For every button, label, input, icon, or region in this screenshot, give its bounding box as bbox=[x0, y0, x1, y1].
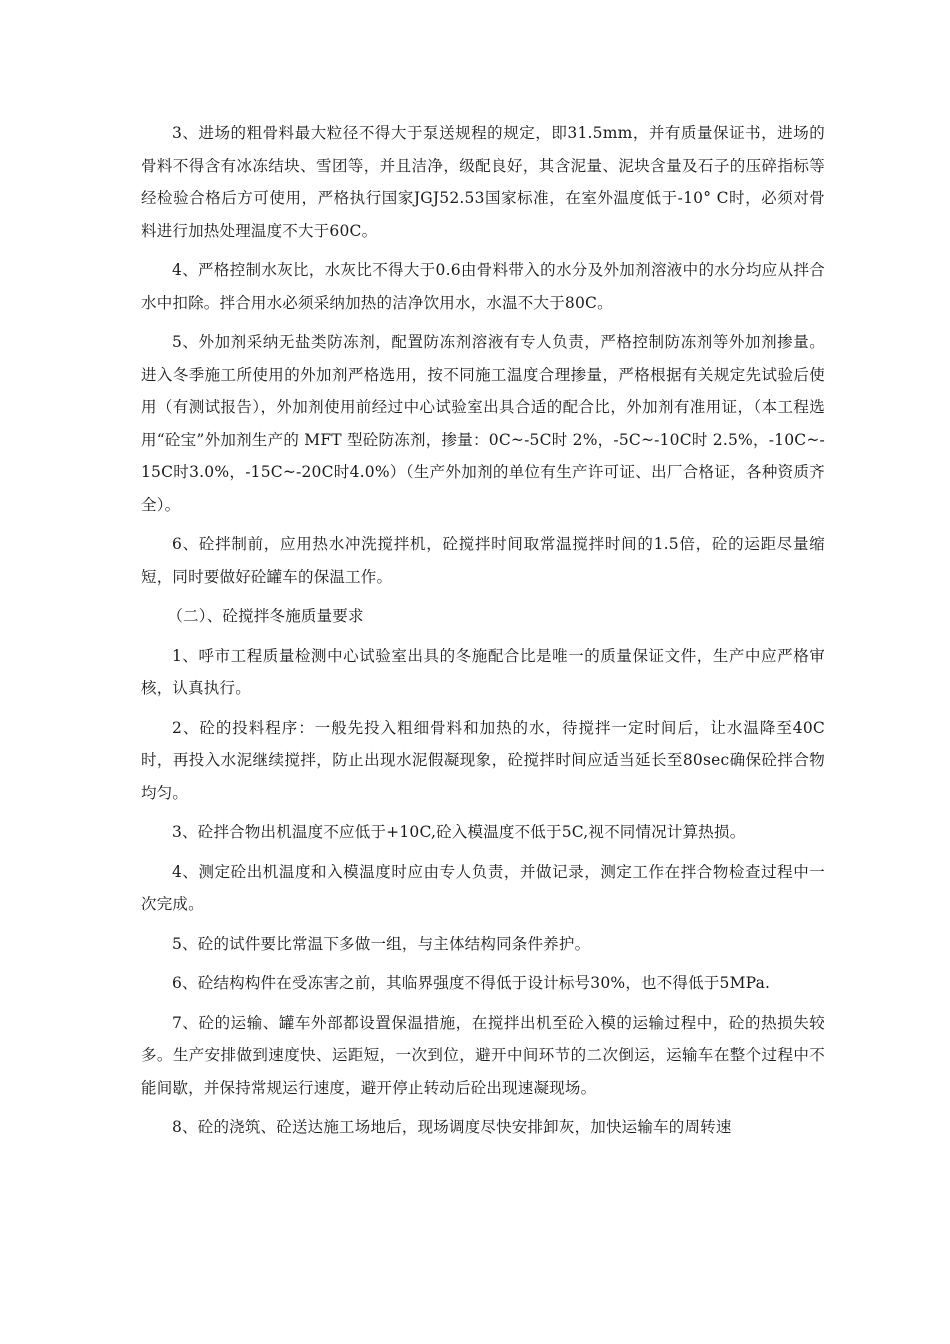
section-paragraph-8: 8、砼的浇筑、砼送达施工场地后，现场调度尽快安排卸灰，加快运输车的周转速 bbox=[172, 1118, 732, 1136]
paragraph-6: 6、砼拌制前，应用热水冲洗搅拌机，砼搅拌时间取常温搅拌时间的1.5倍，砼的运距尽量缩短，同时要做好砼罐车的保温工作。 bbox=[141, 535, 825, 586]
section-paragraph-6: 6、砼结构构件在受冻害之前，其临界强度不得低于设计标号30%，也不得低于5MPa. bbox=[172, 974, 771, 992]
section-paragraph-5: 5、砼的试件要比常温下多做一组，与主体结构同条件养护。 bbox=[172, 934, 591, 953]
section-paragraph-7: 7、砼的运输、罐车外部都设置保温措施，在搅拌出机至砼入模的运输过程中，砼的热损失较多。生产安排做到速度快、运距短，一次到位，避开中间环节的二次倒运，运输车在整个过程中不能间歇，并保持常规运行速度，避开停止转动后砼出现速凝现场。 bbox=[141, 1013, 825, 1097]
paragraph-5: 5、外加剂采纳无盐类防冻剂，配置防冻剂溶液有专人负责，严格控制防冻剂等外加剂掺量。进入冬季施工所使用的外加剂严格选用，按不同施工温度合理掺量，严格根据有关规定先试验后使用（有测试报告），外加剂使用前经过中心试验室出具合适的配合比，外加剂有准用证，（本工程选用“砼宝”外加剂生产的 MFT 型砼防冻剂，掺量：0C~-5C时 2%，-5C~-10C时 2.5%，-10C~-15C时3.0%，-15C~-20C时4.0%）（生产外加剂的单位有生产许可证、出厂合格证，各种资质齐全）。 bbox=[141, 333, 825, 514]
section-heading: （二）、砼搅拌冬施质量要求 bbox=[167, 607, 364, 625]
document-body bbox=[141, 117, 825, 1151]
section-paragraph-4: 4、测定砼出机温度和入模温度时应由专人负责，并做记录，测定工作在拌合物检查过程中一次完成。 bbox=[141, 862, 825, 913]
paragraph-3: 3、进场的粗骨料最大粒径不得大于泵送规程的规定，即31.5mm，并有质量保证书，进场的骨料不得含有冰冻结块、雪团等，并且洁净，级配良好，其含泥量、泥块含量及石子的压碎指标等经检验合格后方可使用，严格执行国家JGJ52.53国家标准，在室外温度低于-10° C时，必须对骨料进行加热处理温度不大于60C。 bbox=[141, 124, 825, 240]
section-paragraph-2: 2、砼的投料程序：一般先投入粗细骨料和加热的水，待搅拌一定时间后，让水温降至40C时，再投入水泥继续搅拌，防止出现水泥假凝现象，砼搅拌时间应适当延长至80sec确保砼拌合物均匀。 bbox=[141, 718, 825, 802]
section-paragraph-1: 1、呼市工程质量检测中心试验室出具的冬施配合比是唯一的质量保证文件，生产中应严格审核，认真执行。 bbox=[141, 646, 825, 697]
paragraph-4: 4、严格控制水灰比，水灰比不得大于0.6由骨料带入的水分及外加剂溶液中的水分均应从拌合水中扣除。拌合用水必须采纳加热的洁净饮用水，水温不大于80C。 bbox=[141, 261, 825, 312]
section-paragraph-3: 3、砼拌合物出机温度不应低于+10C,砼入模温度不低于5C,视不同情况计算热损。 bbox=[172, 823, 746, 841]
